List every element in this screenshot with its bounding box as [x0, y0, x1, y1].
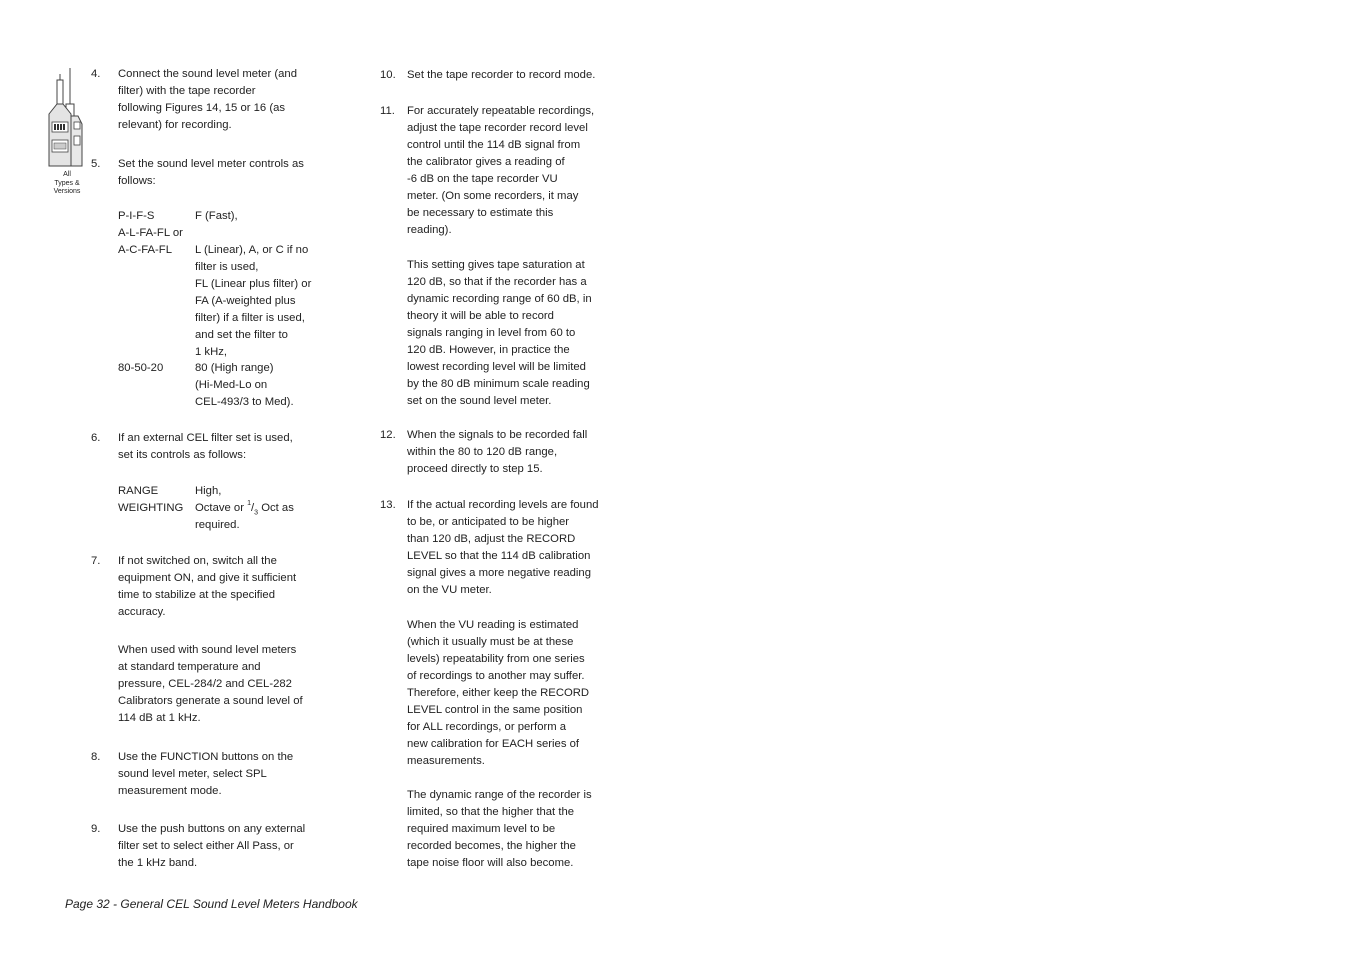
- filter-value-line2: required.: [195, 519, 240, 531]
- control-value: F (Fast),: [195, 210, 238, 222]
- step-note: When used with sound level meters at standard temperature and pressure, CEL-284/2 and CEL-282 Calibrators generate a sound level of 114 dB at 1 kHz.: [118, 644, 303, 724]
- sound-level-meter-icon: [46, 66, 86, 170]
- step-number: 6.: [91, 432, 101, 444]
- step-text: Use the push buttons on any external filter set to select either All Pass, or the 1 kHz band.: [118, 823, 306, 869]
- step-number: 7.: [91, 555, 101, 567]
- control-value: 80 (High range) (Hi-Med-Lo on CEL-493/3 to Med).: [195, 362, 294, 408]
- fraction-numerator: 1: [247, 500, 252, 507]
- step-note: The dynamic range of the recorder is limited, so that the higher that the required maximum level to be recorded becomes, the higher the tape noise floor will also become.: [407, 789, 592, 869]
- filter-value-prefix: Octave or: [195, 502, 248, 514]
- filter-label: WEIGHTING: [118, 502, 184, 514]
- step-note: When the VU reading is estimated (which it usually must be at these levels) repeatability from one series of recordings to another may suffer. Therefore, either keep the RECORD LEVEL control in the same position for ALL recordings, or perform a new calibration for EACH series of measurements.: [407, 619, 590, 767]
- step-text: Set the tape recorder to record mode.: [407, 69, 596, 81]
- page-footer: Page 32 - General CEL Sound Level Meters Handbook: [65, 897, 358, 911]
- step-text: When the signals to be recorded fall within the 80 to 120 dB range, proceed directly to step 15.: [407, 429, 588, 475]
- control-label: A-L-FA-FL or A-C-FA-FL: [118, 227, 183, 256]
- step-number: 13.: [380, 499, 396, 511]
- step-number: 9.: [91, 823, 101, 835]
- control-label: 80-50-20: [118, 362, 164, 374]
- step-number: 4.: [91, 68, 101, 80]
- sidebar-caption: All Types & Versions: [53, 171, 81, 195]
- control-label: P-I-F-S: [118, 210, 155, 222]
- step-text: If the actual recording levels are found to be, or anticipated to be higher than 120 dB, adjust the RECORD LEVEL so that the 114 dB calibration signal gives a more negative reading on the VU meter.: [407, 499, 599, 596]
- step-number: 5.: [91, 158, 101, 170]
- filter-value: Octave or $^1/_3$ Oct as: [195, 500, 294, 517]
- step-text: Use the FUNCTION buttons on the sound level meter, select SPL measurement mode.: [118, 751, 294, 797]
- step-text: For accurately repeatable recordings, adjust the tape recorder record level control until the 114 dB signal from the calibrator gives a reading of -6 dB on the tape recorder VU meter. (On some recorders, it may be necessary to estimate this reading).: [407, 105, 595, 236]
- step-number: 10.: [380, 69, 396, 81]
- step-number: 8.: [91, 751, 101, 763]
- filter-label: RANGE: [118, 485, 159, 497]
- step-number: 11.: [380, 105, 395, 117]
- step-text: If an external CEL filter set is used, set its controls as follows:: [118, 432, 293, 461]
- step-text: Connect the sound level meter (and filter) with the tape recorder following Figures 14, 15 or 16 (as relevant) for recording.: [118, 68, 297, 131]
- filter-value: High,: [195, 485, 222, 497]
- step-note: This setting gives tape saturation at 120 dB, so that if the recorder has a dynamic recording range of 60 dB, in theory it will be able to record signals ranging in level from 60 to 120 dB. However, in practice the lowest recording level will be limited by the 80 dB minimum scale reading set on the sound level meter.: [407, 259, 592, 407]
- filter-value-suffix: Oct as: [258, 502, 294, 514]
- step-number: 12.: [380, 429, 396, 441]
- step-text: Set the sound level meter controls as follows:: [118, 158, 304, 187]
- step-text: If not switched on, switch all the equipment ON, and give it sufficient time to stabilize at the specified accuracy.: [118, 555, 297, 618]
- control-value: L (Linear), A, or C if no filter is used, FL (Linear plus filter) or FA (A-weighted plus filter) if a filter is used, and set the filter to 1 kHz,: [195, 244, 312, 358]
- fraction-denominator: 3: [254, 509, 259, 517]
